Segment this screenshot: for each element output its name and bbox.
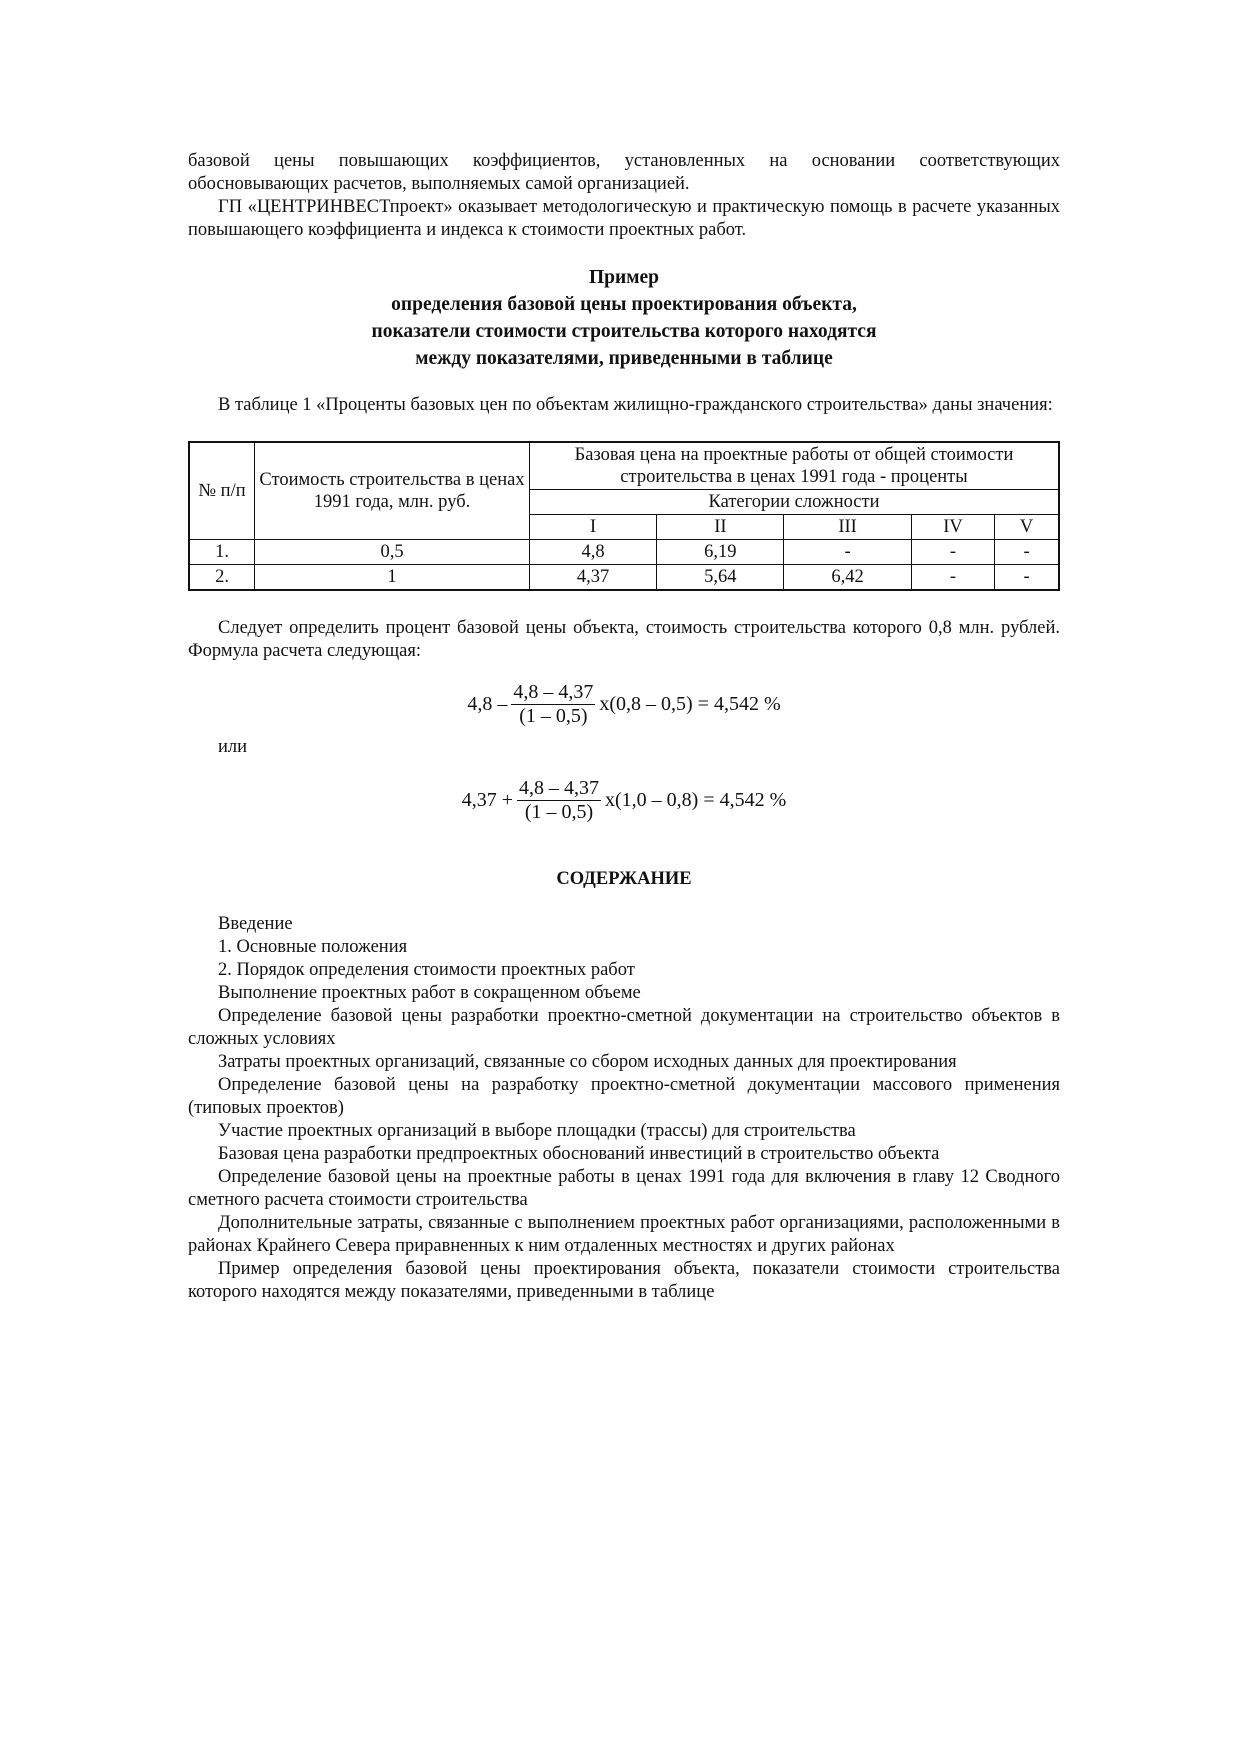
- formula-left: 4,8 –: [467, 693, 508, 715]
- category-cell: I: [530, 515, 657, 540]
- formula-1: [188, 681, 1060, 728]
- or-text: или: [218, 737, 248, 757]
- toc-item[interactable]: Определение базовой цены разработки проектно-сметной документации на строительство объектов в сложных условиях: [188, 1006, 1060, 1049]
- cell: 4,8: [530, 540, 657, 565]
- table-of-contents: [188, 913, 1060, 1304]
- fraction-denominator: (1 – 0,5): [524, 801, 594, 823]
- formula-2: [188, 777, 1060, 824]
- toc-item[interactable]: 2. Порядок определения стоимости проектных работ: [218, 960, 635, 980]
- header-cost: Стоимость строительства в ценах 1991 года, млн. руб.: [255, 442, 530, 540]
- fraction-numerator: 4,8 – 4,37: [519, 777, 599, 799]
- formula-right: x(1,0 – 0,8) = 4,542 %: [605, 789, 787, 811]
- toc-item[interactable]: Пример определения базовой цены проектирования объекта, показатели стоимости строительства которого находятся между показателями, приведенными в таблице: [188, 1259, 1060, 1302]
- category-cell: II: [657, 515, 784, 540]
- after-table-text: Следует определить процент базовой цены объекта, стоимость строительства которого 0,8 млн. рублей. Формула расчета следующая:: [188, 618, 1060, 661]
- toc-title: СОДЕРЖАНИЕ: [556, 869, 692, 889]
- cell: 1: [255, 565, 530, 591]
- cell: 5,64: [657, 565, 784, 591]
- table-row: [189, 540, 1059, 565]
- heading-line: показатели стоимости строительства которого находятся: [371, 321, 877, 342]
- table-row: [189, 565, 1059, 591]
- formula-left: 4,37 +: [461, 789, 513, 811]
- cell: 1.: [189, 540, 255, 565]
- toc-item[interactable]: 1. Основные положения: [218, 937, 408, 957]
- price-table: [188, 441, 1060, 591]
- formula-fraction: [517, 777, 601, 824]
- header-price: Базовая цена на проектные работы от общей стоимости строительства в ценах 1991 года - проценты: [530, 442, 1060, 490]
- cell: -: [995, 565, 1059, 591]
- document-page: [188, 150, 1060, 1304]
- header-num: № п/п: [189, 442, 255, 540]
- toc-item[interactable]: Введение: [218, 914, 293, 934]
- example-heading: [188, 264, 1060, 372]
- category-cell: IV: [911, 515, 995, 540]
- formula-right: x(0,8 – 0,5) = 4,542 %: [599, 693, 781, 715]
- intro-paragraph: базовой цены повышающих коэффициентов, установленных на основании соответствующих обосновывающих расчетов, выполняемых самой организацией.: [188, 151, 1060, 194]
- toc-item[interactable]: Определение базовой цены на проектные работы в ценах 1991 года для включения в главу 12 Сводного сметного расчета стоимости строительства: [188, 1167, 1060, 1210]
- toc-item[interactable]: Определение базовой цены на разработку проектно-сметной документации массового применения (типовых проектов): [188, 1075, 1060, 1118]
- heading-line: между показателями, приведенными в таблице: [415, 348, 833, 369]
- toc-item[interactable]: Базовая цена разработки предпроектных обоснований инвестиций в строительство объекта: [218, 1144, 940, 1164]
- category-cell: V: [995, 515, 1059, 540]
- fraction-denominator: (1 – 0,5): [519, 705, 588, 727]
- table-intro: В таблице 1 «Проценты базовых цен по объектам жилищно-гражданского строительства» даны значения:: [218, 395, 1053, 415]
- heading-line: определения базовой цены проектирования объекта,: [391, 294, 857, 315]
- cell: 6,19: [657, 540, 784, 565]
- cell: 2.: [189, 565, 255, 591]
- intro-paragraph: ГП «ЦЕНТРИНВЕСТпроект» оказывает методологическую и практическую помощь в расчете указанных повышающего коэффициента и индекса к стоимости проектных работ.: [188, 197, 1060, 240]
- toc-item[interactable]: Участие проектных организаций в выборе площадки (трассы) для строительства: [218, 1121, 856, 1141]
- cell: 0,5: [255, 540, 530, 565]
- fraction-numerator: 4,8 – 4,37: [513, 681, 594, 703]
- formula-fraction: [511, 681, 595, 728]
- category-cell: III: [784, 515, 911, 540]
- header-category: Категории сложности: [530, 490, 1060, 515]
- cell: -: [911, 565, 995, 591]
- cell: -: [995, 540, 1059, 565]
- toc-item[interactable]: Затраты проектных организаций, связанные со сбором исходных данных для проектирования: [218, 1052, 957, 1072]
- toc-item[interactable]: Выполнение проектных работ в сокращенном объеме: [218, 983, 641, 1003]
- cell: -: [784, 540, 911, 565]
- toc-item[interactable]: Дополнительные затраты, связанные с выполнением проектных работ организациями, расположенными в районах Крайнего Севера приравненных к ним отдаленных местностях и других районах: [188, 1213, 1060, 1256]
- cell: 6,42: [784, 565, 911, 591]
- cell: -: [911, 540, 995, 565]
- heading-line: Пример: [588, 267, 660, 288]
- cell: 4,37: [530, 565, 657, 591]
